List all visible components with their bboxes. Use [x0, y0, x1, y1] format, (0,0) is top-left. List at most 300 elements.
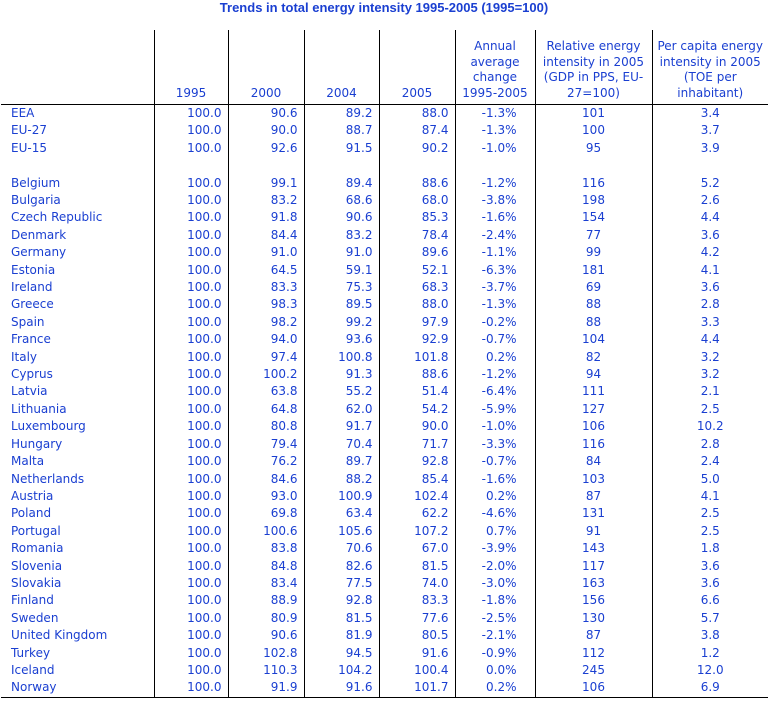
cell-annual-change: -4.6%	[455, 505, 535, 522]
cell-2000: 80.8	[228, 418, 304, 435]
cell-2000: 100.6	[228, 523, 304, 540]
cell-per-capita: 12.0	[696, 662, 724, 677]
cell-2000: 84.8	[228, 558, 304, 575]
cell-1995: 100.0	[154, 418, 228, 435]
cell-2000: 91.9	[228, 679, 304, 697]
cell-country: Finland	[1, 592, 154, 609]
cell-country: EU-27	[1, 122, 154, 139]
cell-2004: 89.4	[304, 175, 379, 192]
spacer-cell	[304, 157, 379, 174]
cell-2004: 63.4	[304, 505, 379, 522]
cell-2005: 97.9	[379, 314, 455, 331]
cell-1995: 100.0	[154, 383, 228, 400]
cell-annual-change: -1.3%	[455, 122, 535, 139]
cell-country: Italy	[1, 349, 154, 366]
cell-2004: 83.2	[304, 227, 379, 244]
cell-relative-intensity: 143	[535, 540, 652, 557]
cell-2000: 94.0	[228, 331, 304, 348]
table-row	[1, 262, 768, 279]
cell-1995: 100.0	[154, 192, 228, 209]
cell-annual-change: -1.0%	[455, 140, 535, 157]
cell-2005: 88.6	[379, 366, 455, 383]
cell-2004: 55.2	[304, 383, 379, 400]
cell-2005: 62.2	[379, 505, 455, 522]
cell-per-capita: 4.4	[700, 210, 720, 225]
cell-2005: 52.1	[379, 262, 455, 279]
cell-country: Germany	[1, 244, 154, 261]
cell-2004: 88.2	[304, 471, 379, 488]
cell-1995: 100.0	[154, 662, 228, 679]
cell-2000: 97.4	[228, 349, 304, 366]
cell-annual-change: 0.2%	[455, 488, 535, 505]
cell-2004: 70.4	[304, 436, 379, 453]
cell-1995: 100.0	[154, 314, 228, 331]
cell-2000: 99.1	[228, 175, 304, 192]
cell-1995: 100.0	[154, 488, 228, 505]
cell-relative-intensity: 95	[535, 140, 652, 157]
col-header-annual-change: Annual average change 1995-2005	[455, 30, 535, 105]
cell-country: Malta	[1, 453, 154, 470]
cell-per-capita: 4.1	[700, 488, 720, 503]
cell-2005: 90.2	[379, 140, 455, 157]
cell-2005: 54.2	[379, 401, 455, 418]
cell-annual-change: 0.7%	[455, 523, 535, 540]
cell-country: Lithuania	[1, 401, 154, 418]
cell-2000: 79.4	[228, 436, 304, 453]
cell-2005: 68.0	[379, 192, 455, 209]
cell-2005: 107.2	[379, 523, 455, 540]
cell-per-capita: 5.2	[700, 175, 720, 190]
cell-2005: 51.4	[379, 383, 455, 400]
cell-2005: 100.4	[379, 662, 455, 679]
cell-annual-change: -1.3%	[455, 296, 535, 313]
cell-2004: 70.6	[304, 540, 379, 557]
cell-relative-intensity: 91	[535, 523, 652, 540]
cell-annual-change: -2.1%	[455, 627, 535, 644]
cell-1995: 100.0	[154, 122, 228, 139]
cell-2000: 91.8	[228, 209, 304, 226]
cell-1995: 100.0	[154, 262, 228, 279]
cell-per-capita: 10.2	[696, 419, 724, 434]
cell-1995: 100.0	[154, 592, 228, 609]
col-header-per-capita: Per capita energy intensity in 2005 (TOE per inhabitant)	[652, 30, 768, 105]
table-row	[1, 175, 768, 192]
table-row	[1, 227, 768, 244]
cell-annual-change: -1.6%	[455, 209, 535, 226]
cell-2004: 100.9	[304, 488, 379, 505]
cell-2000: 93.0	[228, 488, 304, 505]
cell-1995: 100.0	[154, 140, 228, 157]
cell-country: France	[1, 331, 154, 348]
cell-per-capita: 2.5	[700, 506, 720, 521]
cell-2005: 85.4	[379, 471, 455, 488]
cell-2004: 88.7	[304, 122, 379, 139]
col-header-1995: 1995	[154, 30, 228, 105]
cell-country: Poland	[1, 505, 154, 522]
cell-relative-intensity: 127	[535, 401, 652, 418]
cell-2004: 89.2	[304, 105, 379, 123]
cell-2005: 92.8	[379, 453, 455, 470]
cell-2004: 93.6	[304, 331, 379, 348]
cell-2005: 90.0	[379, 418, 455, 435]
cell-relative-intensity: 156	[535, 592, 652, 609]
cell-country: Czech Republic	[1, 209, 154, 226]
cell-per-capita: 2.5	[700, 401, 720, 416]
cell-2004: 59.1	[304, 262, 379, 279]
table-row	[1, 575, 768, 592]
cell-country: Bulgaria	[1, 192, 154, 209]
cell-annual-change: -1.0%	[455, 418, 535, 435]
cell-per-capita: 4.4	[700, 332, 720, 347]
cell-annual-change: -3.3%	[455, 436, 535, 453]
spacer-row	[1, 157, 768, 174]
cell-1995: 100.0	[154, 227, 228, 244]
spacer-cell	[652, 157, 768, 174]
cell-annual-change: 0.2%	[455, 349, 535, 366]
cell-1995: 100.0	[154, 505, 228, 522]
cell-2000: 80.9	[228, 610, 304, 627]
cell-country: Estonia	[1, 262, 154, 279]
cell-relative-intensity: 198	[535, 192, 652, 209]
cell-2000: 83.8	[228, 540, 304, 557]
cell-1995: 100.0	[154, 349, 228, 366]
cell-1995: 100.0	[154, 105, 228, 123]
cell-2000: 83.2	[228, 192, 304, 209]
cell-relative-intensity: 245	[535, 662, 652, 679]
cell-per-capita: 2.8	[700, 436, 720, 451]
cell-annual-change: 0.0%	[455, 662, 535, 679]
cell-per-capita: 6.9	[652, 679, 768, 697]
cell-relative-intensity: 100	[535, 122, 652, 139]
cell-2005: 88.0	[379, 296, 455, 313]
table-row	[1, 331, 768, 348]
cell-relative-intensity: 77	[535, 227, 652, 244]
cell-2005: 88.6	[379, 175, 455, 192]
cell-annual-change: -0.9%	[455, 645, 535, 662]
cell-country: Slovakia	[1, 575, 154, 592]
table-row	[1, 558, 768, 575]
cell-annual-change: -6.4%	[455, 383, 535, 400]
cell-2004: 94.5	[304, 645, 379, 662]
cell-annual-change: -2.5%	[455, 610, 535, 627]
cell-2005: 68.3	[379, 279, 455, 296]
cell-relative-intensity: 103	[535, 471, 652, 488]
cell-1995: 100.0	[154, 279, 228, 296]
cell-country: Austria	[1, 488, 154, 505]
cell-relative-intensity: 82	[535, 349, 652, 366]
table-row	[1, 471, 768, 488]
cell-2005: 88.0	[379, 105, 455, 123]
cell-2000: 98.3	[228, 296, 304, 313]
cell-annual-change: -0.2%	[455, 314, 535, 331]
cell-2004: 91.6	[304, 679, 379, 697]
cell-relative-intensity: 99	[535, 244, 652, 261]
cell-1995: 100.0	[154, 540, 228, 557]
table-row	[1, 662, 768, 679]
table-row	[1, 244, 768, 261]
cell-2000: 64.8	[228, 401, 304, 418]
cell-2000: 92.6	[228, 140, 304, 157]
table-row	[1, 192, 768, 209]
cell-1995: 100.0	[154, 244, 228, 261]
cell-relative-intensity: 116	[535, 175, 652, 192]
table-row	[1, 523, 768, 540]
cell-relative-intensity: 104	[535, 331, 652, 348]
table-row	[1, 279, 768, 296]
spacer-cell	[455, 157, 535, 174]
cell-2005: 80.5	[379, 627, 455, 644]
cell-annual-change: -3.9%	[455, 540, 535, 557]
cell-annual-change: -0.7%	[455, 453, 535, 470]
cell-country: Turkey	[1, 645, 154, 662]
cell-annual-change: -0.7%	[455, 331, 535, 348]
cell-2005: 101.8	[379, 349, 455, 366]
cell-country: EEA	[1, 105, 154, 123]
cell-2004: 81.5	[304, 610, 379, 627]
cell-2000: 91.0	[228, 244, 304, 261]
cell-annual-change: -1.8%	[455, 592, 535, 609]
table-row	[1, 209, 768, 226]
table-row	[1, 592, 768, 609]
cell-1995: 100.0	[154, 436, 228, 453]
cell-relative-intensity: 154	[535, 209, 652, 226]
cell-annual-change: 0.2%	[455, 679, 535, 697]
cell-relative-intensity: 84	[535, 453, 652, 470]
cell-1995: 100.0	[154, 645, 228, 662]
table-row	[1, 540, 768, 557]
table-row	[1, 488, 768, 505]
cell-2005: 85.3	[379, 209, 455, 226]
cell-relative-intensity: 181	[535, 262, 652, 279]
cell-2000: 90.6	[228, 627, 304, 644]
cell-relative-intensity: 111	[535, 383, 652, 400]
cell-1995: 100.0	[154, 366, 228, 383]
col-header-2005: 2005	[379, 30, 455, 105]
cell-2000: 110.3	[228, 662, 304, 679]
cell-2005: 78.4	[379, 227, 455, 244]
cell-country: Cyprus	[1, 366, 154, 383]
cell-country: Luxembourg	[1, 418, 154, 435]
cell-1995: 100.0	[154, 679, 228, 697]
cell-2004: 89.5	[304, 296, 379, 313]
cell-per-capita: 3.6	[700, 280, 720, 295]
table-row	[1, 679, 768, 697]
cell-country: Sweden	[1, 610, 154, 627]
cell-2005: 77.6	[379, 610, 455, 627]
cell-2000: 90.0	[228, 122, 304, 139]
cell-relative-intensity: 88	[535, 296, 652, 313]
cell-per-capita: 5.7	[700, 610, 720, 625]
cell-relative-intensity: 163	[535, 575, 652, 592]
cell-2004: 100.8	[304, 349, 379, 366]
cell-per-capita: 1.2	[700, 645, 720, 660]
spacer-cell	[535, 157, 652, 174]
cell-country: Slovenia	[1, 558, 154, 575]
cell-2005: 83.3	[379, 592, 455, 609]
cell-1995: 100.0	[154, 209, 228, 226]
table-row	[1, 140, 768, 157]
cell-per-capita: 2.5	[700, 523, 720, 538]
cell-1995: 100.0	[154, 401, 228, 418]
cell-2000: 83.3	[228, 279, 304, 296]
cell-relative-intensity: 87	[535, 627, 652, 644]
cell-2000: 100.2	[228, 366, 304, 383]
cell-relative-intensity: 106	[535, 679, 652, 697]
cell-country: Portugal	[1, 523, 154, 540]
table-row	[1, 505, 768, 522]
cell-2004: 91.3	[304, 366, 379, 383]
cell-relative-intensity: 116	[535, 436, 652, 453]
cell-country: Denmark	[1, 227, 154, 244]
cell-2004: 89.7	[304, 453, 379, 470]
cell-2000: 63.8	[228, 383, 304, 400]
table-title: Trends in total energy intensity 1995-2005 (1995=100)	[219, 0, 549, 15]
cell-2004: 90.6	[304, 209, 379, 226]
table-row	[1, 418, 768, 435]
cell-annual-change: -1.1%	[455, 244, 535, 261]
cell-per-capita: 3.9	[700, 140, 720, 155]
cell-2004: 81.9	[304, 627, 379, 644]
cell-1995: 100.0	[154, 471, 228, 488]
table-row	[1, 296, 768, 313]
table-row	[1, 610, 768, 627]
table-row	[1, 314, 768, 331]
cell-relative-intensity: 101	[535, 105, 652, 123]
cell-per-capita: 3.6	[700, 575, 720, 590]
cell-2000: 90.6	[228, 105, 304, 123]
cell-1995: 100.0	[154, 175, 228, 192]
spacer-cell	[379, 157, 455, 174]
cell-country: Greece	[1, 296, 154, 313]
cell-per-capita: 3.6	[700, 227, 720, 242]
spacer-cell	[1, 157, 154, 174]
cell-relative-intensity: 106	[535, 418, 652, 435]
cell-relative-intensity: 87	[535, 488, 652, 505]
cell-annual-change: -1.2%	[455, 366, 535, 383]
cell-per-capita: 3.8	[700, 628, 720, 643]
cell-country: Romania	[1, 540, 154, 557]
cell-annual-change: -5.9%	[455, 401, 535, 418]
cell-per-capita: 2.6	[700, 193, 720, 208]
cell-country: Hungary	[1, 436, 154, 453]
cell-2005: 102.4	[379, 488, 455, 505]
cell-country: Belgium	[1, 175, 154, 192]
cell-per-capita: 4.1	[700, 262, 720, 277]
spacer-cell	[228, 157, 304, 174]
cell-per-capita: 5.0	[700, 471, 720, 486]
cell-2000: 76.2	[228, 453, 304, 470]
cell-2004: 104.2	[304, 662, 379, 679]
cell-1995: 100.0	[154, 296, 228, 313]
cell-annual-change: -1.3%	[455, 105, 535, 123]
cell-2005: 89.6	[379, 244, 455, 261]
cell-relative-intensity: 69	[535, 279, 652, 296]
cell-relative-intensity: 117	[535, 558, 652, 575]
cell-annual-change: -3.0%	[455, 575, 535, 592]
table-row	[1, 122, 768, 139]
cell-2005: 92.9	[379, 331, 455, 348]
cell-annual-change: -2.4%	[455, 227, 535, 244]
cell-per-capita: 3.6	[700, 558, 720, 573]
table-row	[1, 383, 768, 400]
cell-2004: 77.5	[304, 575, 379, 592]
cell-country: United Kingdom	[1, 627, 154, 644]
col-header-country	[1, 30, 154, 105]
cell-annual-change: -6.3%	[455, 262, 535, 279]
cell-2000: 98.2	[228, 314, 304, 331]
cell-annual-change: -2.0%	[455, 558, 535, 575]
table-body	[1, 105, 768, 698]
cell-2000: 102.8	[228, 645, 304, 662]
cell-2000: 84.6	[228, 471, 304, 488]
cell-per-capita: 2.1	[700, 384, 720, 399]
col-header-2004: 2004	[304, 30, 379, 105]
cell-1995: 100.0	[154, 610, 228, 627]
cell-relative-intensity: 131	[535, 505, 652, 522]
cell-relative-intensity: 112	[535, 645, 652, 662]
cell-relative-intensity: 130	[535, 610, 652, 627]
cell-2005: 81.5	[379, 558, 455, 575]
cell-per-capita: 3.3	[700, 314, 720, 329]
energy-intensity-table	[1, 30, 768, 698]
cell-2004: 99.2	[304, 314, 379, 331]
table-row	[1, 645, 768, 662]
cell-annual-change: -3.8%	[455, 192, 535, 209]
cell-per-capita: 3.2	[700, 349, 720, 364]
cell-2000: 69.8	[228, 505, 304, 522]
cell-relative-intensity: 88	[535, 314, 652, 331]
cell-per-capita: 1.8	[700, 541, 720, 556]
cell-1995: 100.0	[154, 523, 228, 540]
cell-annual-change: -1.6%	[455, 471, 535, 488]
cell-per-capita: 6.6	[700, 593, 720, 608]
cell-2004: 105.6	[304, 523, 379, 540]
cell-1995: 100.0	[154, 575, 228, 592]
cell-relative-intensity: 94	[535, 366, 652, 383]
cell-2004: 68.6	[304, 192, 379, 209]
cell-country: Ireland	[1, 279, 154, 296]
cell-country: Latvia	[1, 383, 154, 400]
cell-2005: 71.7	[379, 436, 455, 453]
table-row	[1, 453, 768, 470]
cell-per-capita: 2.8	[700, 297, 720, 312]
table-row	[1, 401, 768, 418]
cell-country: Spain	[1, 314, 154, 331]
cell-2004: 82.6	[304, 558, 379, 575]
cell-2005: 87.4	[379, 122, 455, 139]
cell-1995: 100.0	[154, 331, 228, 348]
table-row	[1, 366, 768, 383]
cell-1995: 100.0	[154, 453, 228, 470]
cell-2004: 75.3	[304, 279, 379, 296]
cell-annual-change: -3.7%	[455, 279, 535, 296]
table-row	[1, 436, 768, 453]
cell-per-capita: 3.4	[700, 106, 720, 120]
cell-per-capita: 3.2	[700, 367, 720, 382]
table-row	[1, 627, 768, 644]
table-row	[1, 105, 768, 123]
cell-2000: 84.4	[228, 227, 304, 244]
header-row	[1, 30, 768, 105]
cell-country: EU-15	[1, 140, 154, 157]
cell-annual-change: -1.2%	[455, 175, 535, 192]
cell-per-capita: 3.7	[700, 123, 720, 138]
cell-2004: 91.5	[304, 140, 379, 157]
cell-2000: 64.5	[228, 262, 304, 279]
cell-country: Netherlands	[1, 471, 154, 488]
cell-per-capita: 2.4	[700, 454, 720, 469]
cell-2004: 91.7	[304, 418, 379, 435]
